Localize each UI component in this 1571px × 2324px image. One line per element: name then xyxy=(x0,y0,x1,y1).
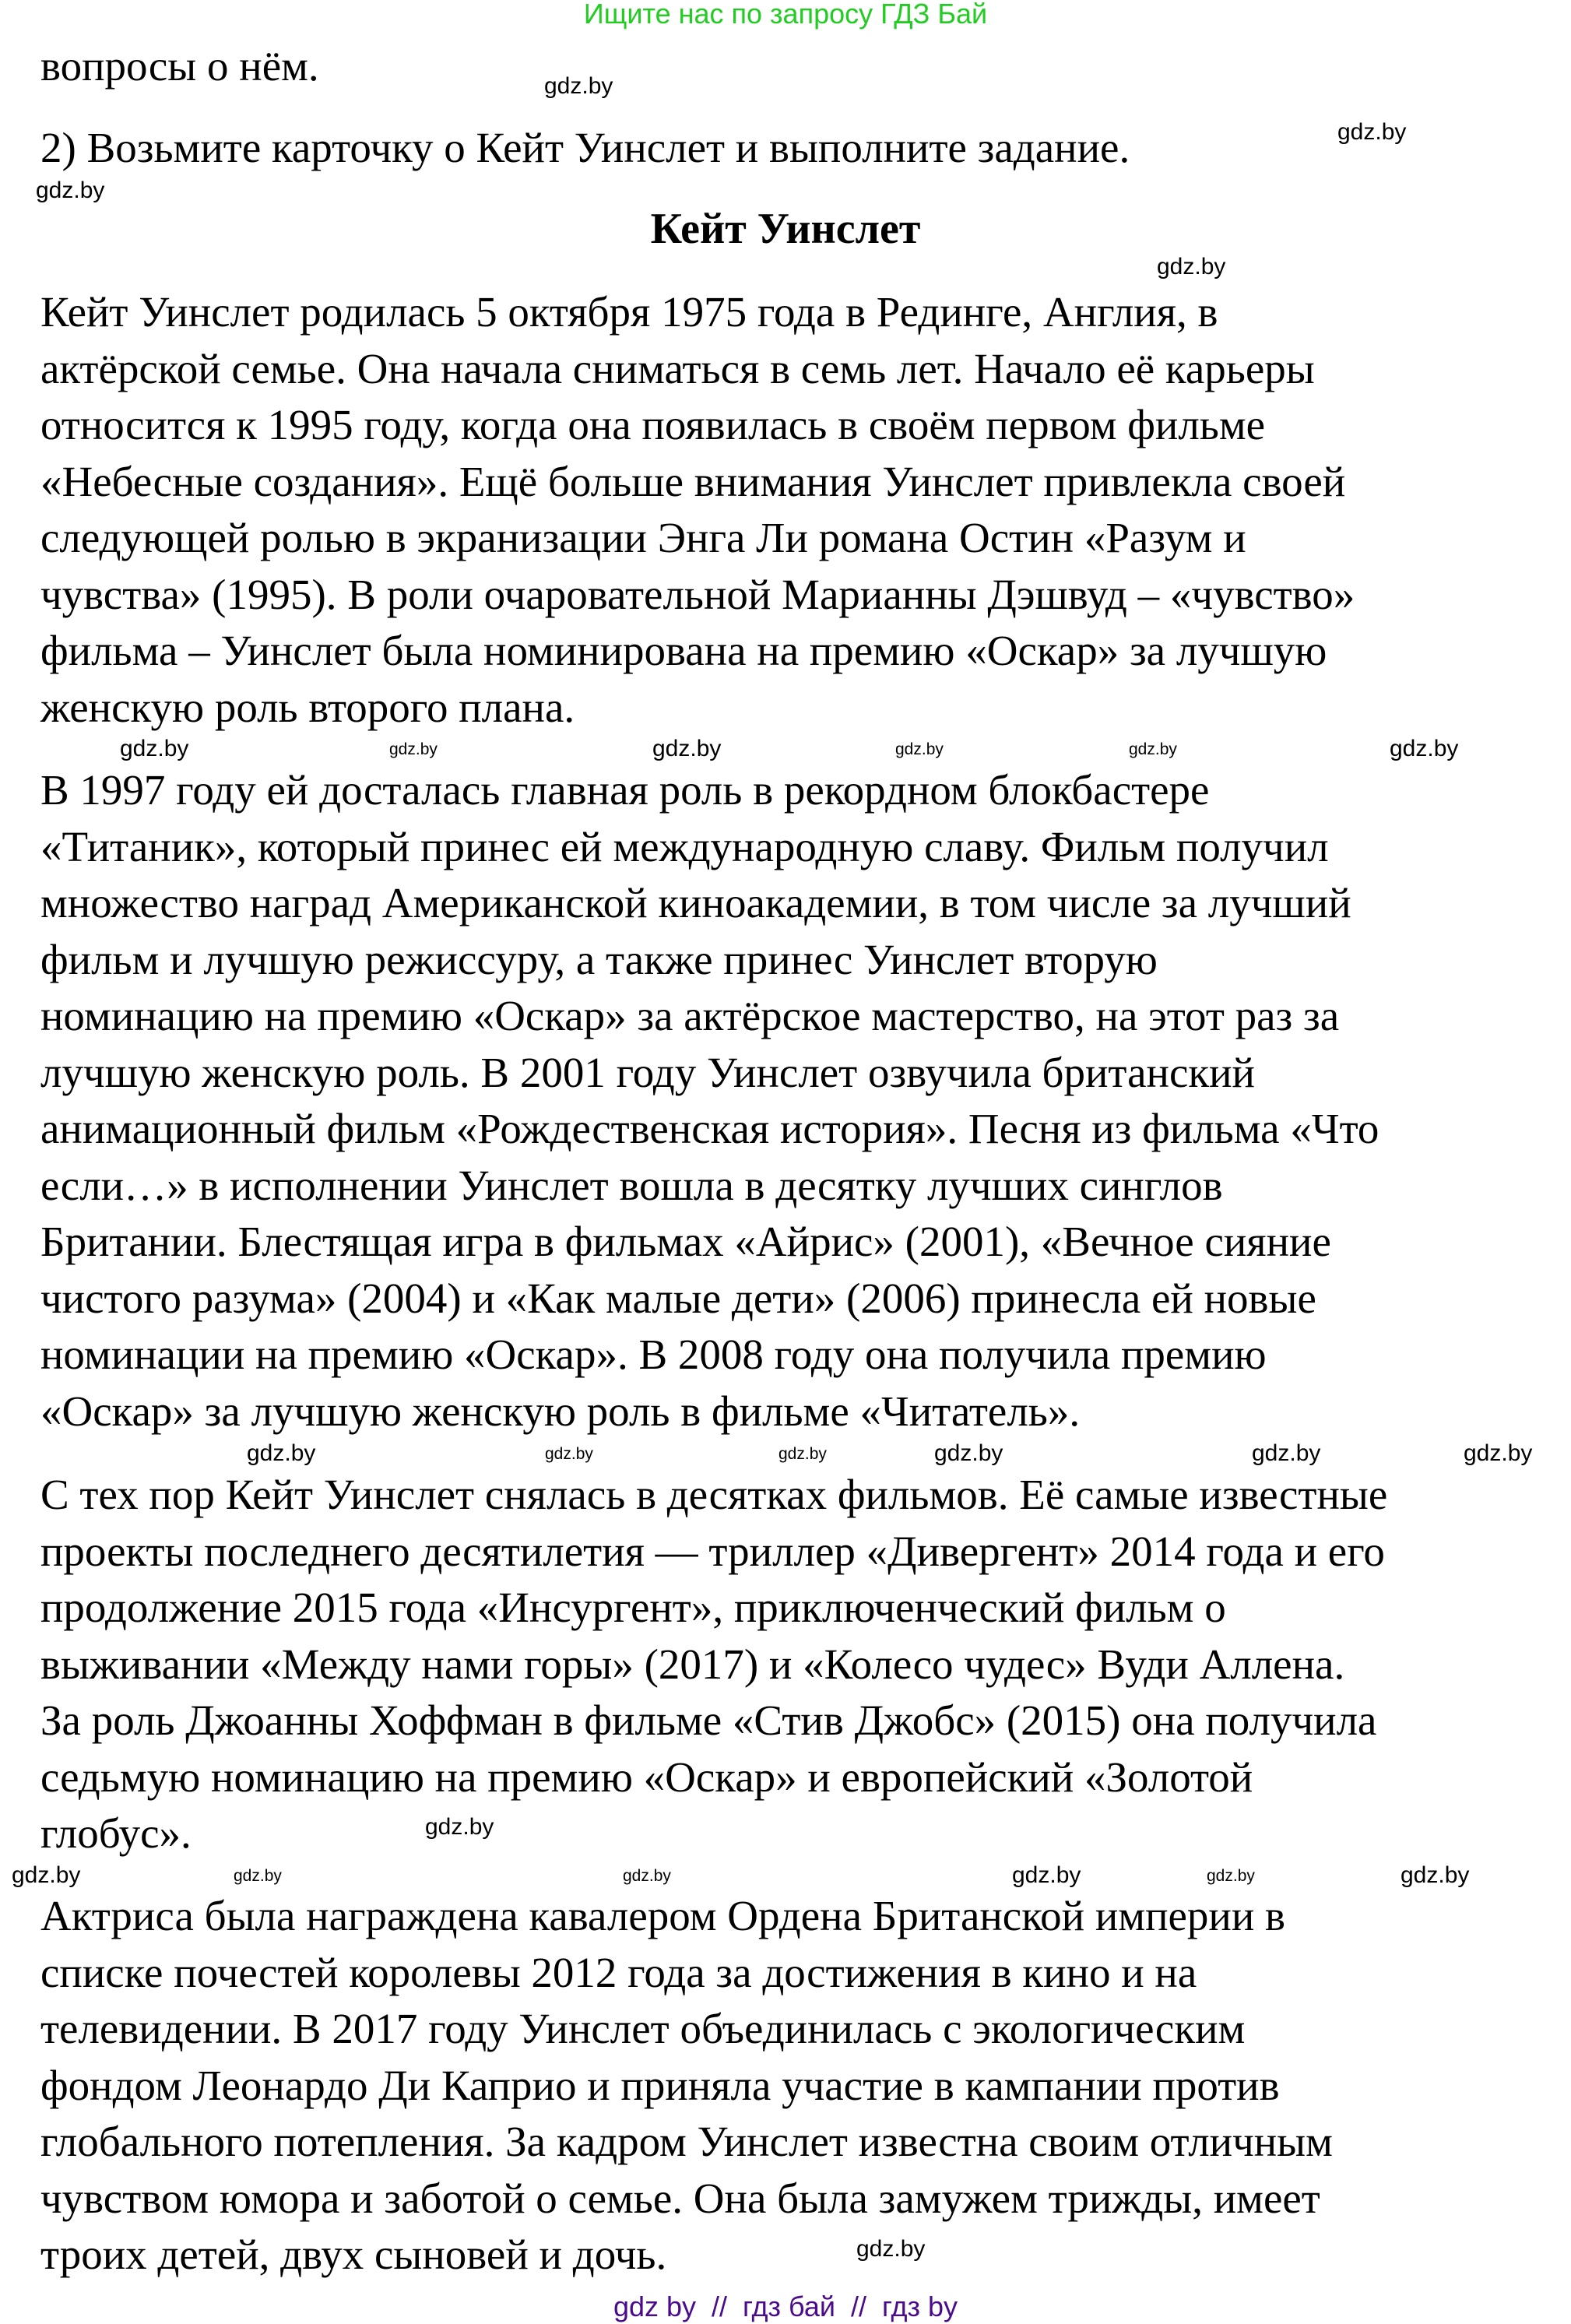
text-line: женскую роль второго плана. xyxy=(40,683,575,731)
text-line: лучшую женскую роль. В 2001 году Уинслет озвучила британский xyxy=(40,1048,1255,1096)
paragraph-2 xyxy=(40,762,1379,1440)
text-line: списке почестей королевы 2012 года за достижения в кино и на xyxy=(40,1948,1197,1996)
text-line: седьмую номинацию на премию «Оскар» и европейский «Золотой xyxy=(40,1753,1253,1801)
watermark: gdz.by xyxy=(36,178,105,203)
watermark: gdz.by xyxy=(247,1440,316,1466)
text-line: анимационный фильм «Рождественская история». Песня из фильма «Что xyxy=(40,1105,1379,1152)
watermark: gdz.by xyxy=(1157,254,1226,280)
watermark: gdz.by xyxy=(234,1867,282,1885)
text-line: проекты последнего десятилетия — триллер «Дивергент» 2014 года и его xyxy=(40,1527,1385,1575)
text-line: Актриса была награждена кавалером Ордена Британской империи в xyxy=(40,1892,1286,1939)
card-title: Кейт Уинслет xyxy=(650,205,921,253)
watermark: gdz.by xyxy=(1129,740,1177,758)
paragraph-4 xyxy=(40,1888,1333,2284)
text-line: номинации на премию «Оскар». В 2008 году она получила премию xyxy=(40,1331,1267,1378)
footer-watermark: gdz by // гдз бай // гдз by xyxy=(613,2291,958,2322)
watermark: gdz.by xyxy=(1390,736,1459,761)
watermark: gdz.by xyxy=(1012,1862,1081,1888)
text-line: глобус». xyxy=(40,1809,192,1857)
text-line: Кейт Уинслет родилась 5 октября 1975 года в Рединге, Англия, в xyxy=(40,288,1218,336)
text-line: Британии. Блестящая игра в фильмах «Айрис» (2001), «Вечное сияние xyxy=(40,1218,1331,1265)
watermark: gdz.by xyxy=(545,1445,593,1463)
text-line: С тех пор Кейт Уинслет снялась в десятках фильмов. Её самые известные xyxy=(40,1471,1388,1518)
text-line: фондом Леонардо Ди Каприо и приняла участие в кампании против xyxy=(40,2061,1280,2109)
text-line: «Оскар» за лучшую женскую роль в фильме «Читатель». xyxy=(40,1387,1081,1435)
text-line: глобального потепления. За кадром Уинслет известна своим отличным xyxy=(40,2118,1333,2165)
paragraph-3 xyxy=(40,1467,1387,1862)
text-line: чистого разума» (2004) и «Как малые дети» (2006) принесла ей новые xyxy=(40,1274,1316,1322)
text-line: «Титаник», который принес ей международную славу. Фильм получил xyxy=(40,822,1329,870)
watermark: gdz.by xyxy=(623,1867,671,1885)
watermark: gdz.by xyxy=(778,1445,827,1463)
watermark: gdz.by xyxy=(120,736,189,761)
watermark: gdz.by xyxy=(895,740,944,758)
watermark: gdz.by xyxy=(856,2236,926,2262)
intro-line: вопросы о нём. xyxy=(40,42,319,90)
search-banner: Ищите нас по запросу ГДЗ Бай xyxy=(583,0,988,30)
watermark: gdz.by xyxy=(12,1862,81,1888)
text-line: следующей ролью в экранизации Энга Ли романа Остин «Разум и xyxy=(40,514,1246,561)
text-line: если…» в исполнении Уинслет вошла в десятку лучших синглов xyxy=(40,1161,1223,1209)
text-line: За роль Джоанны Хоффман в фильме «Стив Джобс» (2015) она получила xyxy=(40,1696,1377,1744)
watermark: gdz.by xyxy=(652,736,722,761)
watermark: gdz.by xyxy=(425,1814,494,1840)
text-line: актёрской семье. Она начала сниматься в семь лет. Начало её карьеры xyxy=(40,344,1315,392)
watermark: gdz.by xyxy=(934,1440,1003,1466)
text-line: троих детей, двух сыновей и дочь. xyxy=(40,2231,667,2278)
watermark: gdz.by xyxy=(1464,1440,1533,1466)
watermark: gdz.by xyxy=(544,73,613,99)
text-line: фильм и лучшую режиссуру, а также принес Уинслет вторую xyxy=(40,935,1158,983)
text-line: выживании «Между нами горы» (2017) и «Колесо чудес» Вуди Аллена. xyxy=(40,1640,1345,1688)
paragraph-1 xyxy=(40,284,1355,736)
watermark: gdz.by xyxy=(389,740,438,758)
text-line: В 1997 году ей досталась главная роль в рекордном блокбастере xyxy=(40,766,1210,814)
text-line: относится к 1995 году, когда она появилась в своём первом фильме xyxy=(40,401,1266,448)
text-line: номинацию на премию «Оскар» за актёрское мастерство, на этот раз за xyxy=(40,992,1340,1039)
watermark: gdz.by xyxy=(1337,119,1407,145)
text-line: продолжение 2015 года «Инсургент», приключенческий фильм о xyxy=(40,1584,1226,1631)
task-line: 2) Возьмите карточку о Кейт Уинслет и выполните задание. xyxy=(40,124,1130,171)
text-line: телевидении. В 2017 году Уинслет объединилась с экологическим xyxy=(40,2005,1246,2052)
text-line: «Небесные создания». Ещё больше внимания Уинслет привлекла своей xyxy=(40,457,1346,505)
text-line: множество наград Американской киноакадемии, в том числе за лучший xyxy=(40,879,1351,926)
watermark: gdz.by xyxy=(1252,1440,1321,1466)
text-line: чувства» (1995). В роли очаровательной Марианны Дэшвуд – «чувство» xyxy=(40,570,1355,618)
watermark: gdz.by xyxy=(1401,1862,1470,1888)
text-line: чувством юмора и заботой о семье. Она была замужем трижды, имеет xyxy=(40,2174,1320,2222)
text-line: фильма – Уинслет была номинирована на премию «Оскар» за лучшую xyxy=(40,627,1327,674)
watermark: gdz.by xyxy=(1207,1867,1255,1885)
